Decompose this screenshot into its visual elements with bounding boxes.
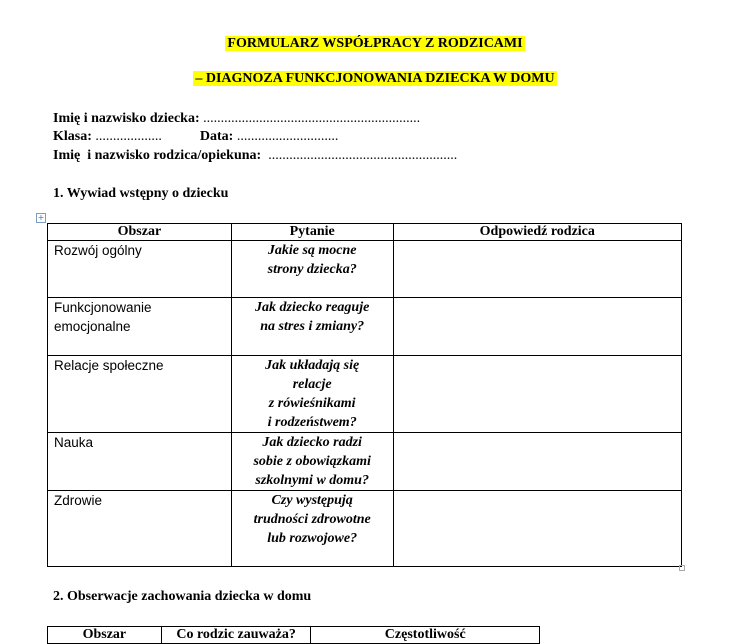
column-header-area: Obszar (48, 224, 232, 241)
question-line: Jak dziecko reaguje (255, 300, 370, 315)
row-area: Funkcjonowanie emocjonalne (48, 298, 232, 356)
move-handle-icon[interactable]: + (37, 213, 45, 222)
child-name-label: Imię i nazwisko dziecka: (53, 111, 200, 126)
question-line: relacje (292, 377, 332, 392)
parent-name-label: Imię i nazwisko rodzica/opiekuna: (53, 148, 262, 163)
form-title (0, 36, 750, 52)
answer-cell[interactable] (393, 491, 681, 567)
question-line: Jakie są mocne (267, 243, 357, 258)
row-question (231, 433, 393, 491)
table-row (48, 491, 682, 567)
question-line: Jak układają się (265, 358, 360, 373)
table-header-row (48, 627, 540, 644)
row-question (231, 356, 393, 433)
table-row (48, 241, 682, 298)
parent-name-line (53, 148, 457, 164)
answer-cell[interactable] (393, 241, 681, 298)
form-title-text: FORMULARZ WSPÓŁPRACY Z RODZICAMI (227, 36, 523, 51)
child-name-field[interactable]: .............................................................. (199, 111, 421, 126)
question-line: trudności zdrowotne (253, 512, 371, 527)
question-line: z rówieśnikami (268, 396, 356, 411)
form-subtitle (0, 71, 750, 87)
answer-cell[interactable] (393, 298, 681, 356)
row-area: Nauka (48, 433, 232, 491)
table-row (48, 356, 682, 433)
question-line: Jak dziecko radzi (262, 435, 362, 450)
section2-heading: 2. Obserwacje zachowania dziecka w domu (53, 589, 312, 604)
date-label: Data: (199, 129, 234, 144)
class-date-line (53, 129, 338, 145)
row-question (231, 491, 393, 567)
column-header-answer: Odpowiedź rodzica (393, 224, 681, 241)
parent-name-field[interactable]: ...................................................... (261, 148, 458, 163)
question-line: strony dziecka? (267, 262, 357, 277)
observation-table (47, 626, 540, 644)
column-header-area: Obszar (48, 627, 162, 644)
table-row (48, 298, 682, 356)
question-line: lub rozwojowe? (267, 531, 358, 546)
table-header-row (48, 224, 682, 241)
class-field[interactable]: ................... (91, 129, 162, 144)
section1-heading: 1. Wywiad wstępny o dziecku (53, 186, 229, 201)
row-question (231, 298, 393, 356)
column-header-observation: Co rodzic zauważa? (161, 627, 311, 644)
question-line: szkolnymi w domu? (255, 473, 369, 488)
row-area: Relacje społeczne (48, 356, 232, 433)
answer-cell[interactable] (393, 433, 681, 491)
class-label: Klasa: (53, 129, 92, 144)
row-question (231, 241, 393, 298)
interview-table (47, 223, 682, 567)
column-header-question: Pytanie (231, 224, 393, 241)
question-line: sobie z obowiązkami (253, 454, 371, 469)
resize-handle-icon[interactable] (679, 565, 685, 571)
answer-cell[interactable] (393, 356, 681, 433)
question-line: Czy występują (271, 493, 353, 508)
form-subtitle-text: – DIAGNOZA FUNKCJONOWANIA DZIECKA W DOMU (195, 71, 555, 86)
child-name-line (53, 111, 420, 127)
question-line: na stres i zmiany? (260, 319, 365, 334)
date-field[interactable]: ............................. (233, 129, 339, 144)
row-area: Zdrowie (48, 491, 232, 567)
column-header-frequency: Częstotliwość (311, 627, 540, 644)
question-line: i rodzeństwem? (267, 415, 357, 430)
row-area: Rozwój ogólny (48, 241, 232, 298)
table-row (48, 433, 682, 491)
